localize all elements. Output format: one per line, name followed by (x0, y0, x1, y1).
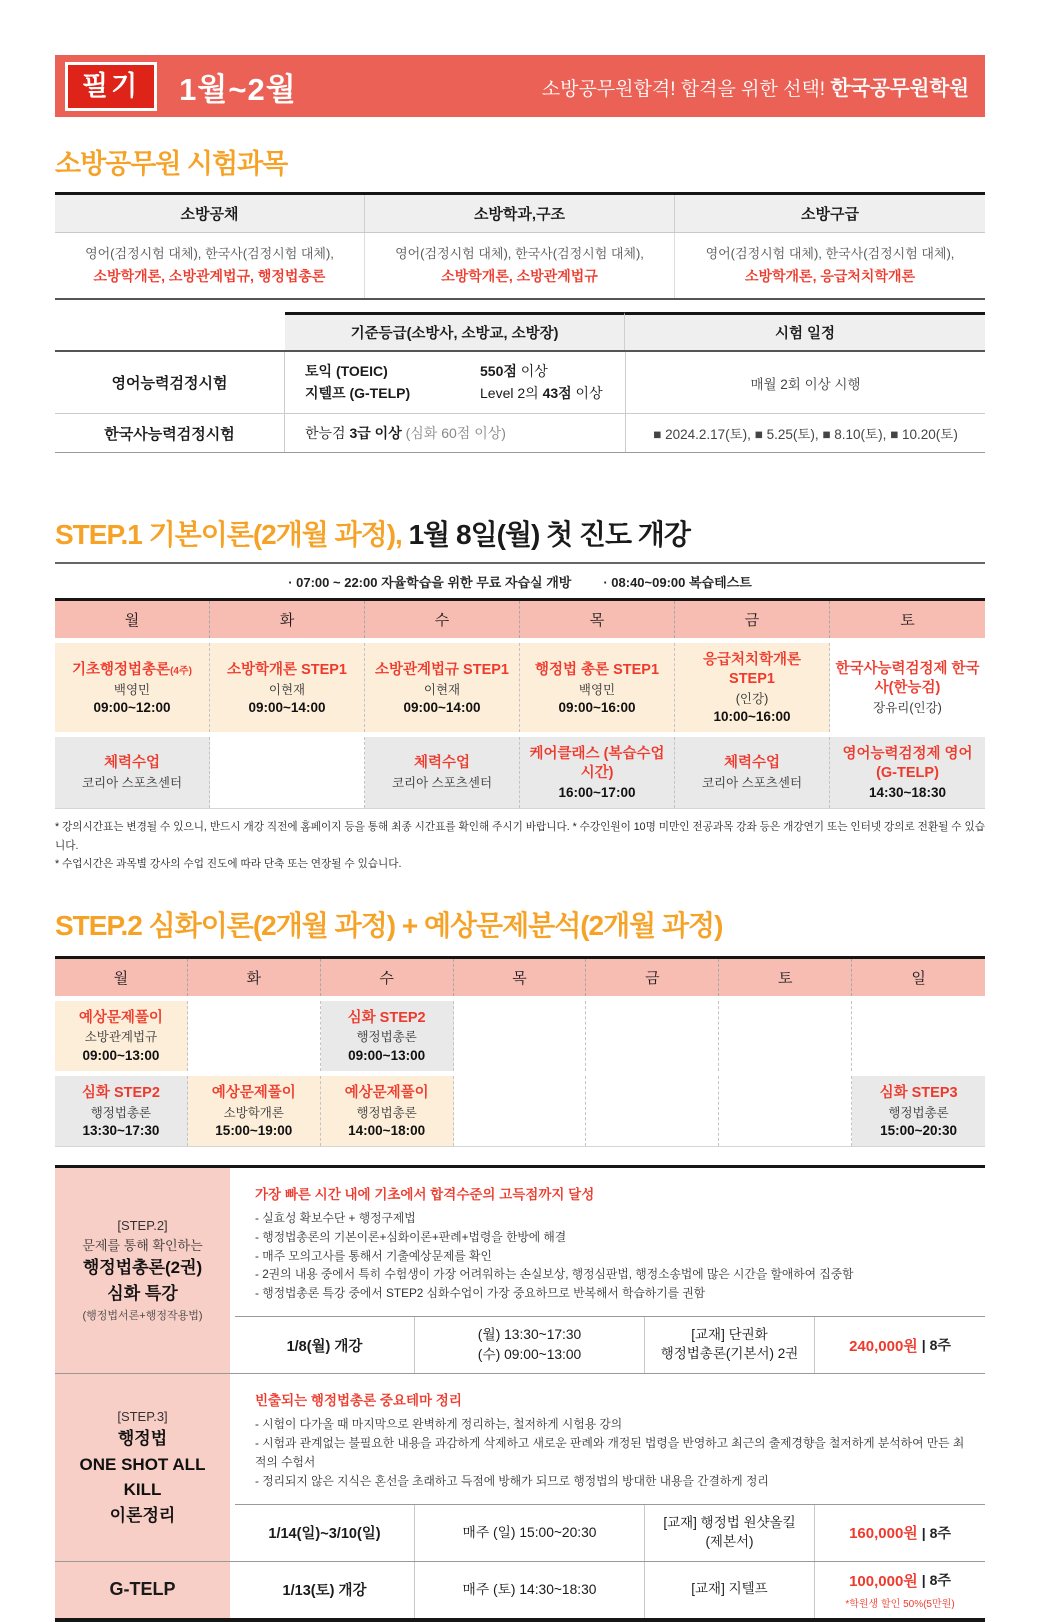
course-start-date: 1/8(월) 개강 (235, 1317, 415, 1373)
empty-cell (454, 1001, 587, 1071)
footnote-line: * 수업시간은 과목별 강사의 수업 진도에 따라 단축 또는 연장될 수 있습니다. (55, 858, 402, 871)
class-title: 영어능력검정제 영어(G-TELP) (842, 746, 973, 782)
toeic-line (305, 361, 625, 383)
instructor: 이현재 (268, 682, 306, 697)
course-title: G-TELP (109, 1579, 176, 1600)
course-step3 (55, 1373, 985, 1561)
academy-brand: 한국공무원학원 (830, 77, 969, 100)
subjects-cell (365, 233, 675, 298)
class-subject: 행정법총론 (356, 1105, 417, 1120)
class-cell (830, 643, 985, 732)
class-title: 케어클래스 (복습수업시간) (529, 746, 665, 782)
tagline (542, 71, 969, 101)
course-subtitle: 문제를 통해 확인하는 (82, 1237, 203, 1253)
course-headline: 빈출되는 행정법총론 중요테마 정리 (255, 1393, 462, 1409)
course-times: 매주 (일) 15:00~20:30 (415, 1505, 645, 1561)
history-criteria-line: 한능검 3급 이상 (심화 60점 이상) (305, 425, 506, 442)
class-title: 체력수업 (723, 755, 781, 772)
step2-row-1 (55, 1001, 985, 1071)
course-bullet: - 2권의 내용 중에서 특히 수험생이 가장 어려워하는 손실보상, 행정심판법, 행정소송법에 많은 시간을 할애하여 집중함 (255, 1267, 854, 1282)
footnote-line: * 강의시간표는 변경될 수 있으니, 반드시 개강 직전에 홈페이지 등을 통해 최종 시간표를 확인해 주시기 바랍니다. * 수강인원이 10명 미만인 전공과목 강좌 등은 개강연기 또는 인터넷 강의로 전환될 수 있습니다. (55, 821, 985, 852)
course-label (55, 1374, 235, 1561)
course-bullet: - 시험과 관계없는 불필요한 내용을 과감하게 삭제하고 새로운 판례와 개정된 법령을 반영하고 최근의 출제경향을 철저하게 분석하여 만든 최적의 수험서 (255, 1436, 965, 1469)
step1-notes (55, 572, 985, 591)
course-content (235, 1374, 985, 1561)
class-cell (520, 737, 675, 808)
class-cell (365, 643, 520, 732)
common-subjects: 영어(검정시험 대체), 한국사(검정시험 대체), (705, 246, 955, 261)
subjects-table-header (55, 195, 985, 233)
class-time: 09:00~13:00 (82, 1047, 160, 1063)
english-cert-schedule: 매월 2회 이상 시행 (625, 352, 985, 413)
class-title-suffix: (4주) (170, 665, 192, 677)
course-step2-special (55, 1168, 985, 1373)
course-title: 행정법 (117, 1429, 168, 1449)
step2-row-2 (55, 1076, 985, 1147)
common-subjects: 영어(검정시험 대체), 한국사(검정시험 대체), (395, 246, 644, 261)
class-time: 09:00~14:00 (248, 699, 326, 715)
class-title: 소방학개론 STEP1 (227, 661, 347, 678)
day-label: 일 (911, 969, 926, 987)
price-value: 100,000원 (849, 1572, 918, 1590)
class-cell (675, 737, 830, 808)
discount-note: *학원생 할인 50%(5만원) (845, 1598, 955, 1610)
history-cert-schedule: ■ 2024.2.17(토), ■ 5.25(토), ■ 8.10(토), ■ 10.20(토) (625, 414, 985, 452)
instructor: 이현재 (423, 682, 461, 697)
tagline-text: 소방공무원합격! 합격을 위한 선택! (541, 79, 831, 100)
class-title: 체력수업 (413, 755, 471, 772)
class-cell (55, 1076, 188, 1146)
class-title: 심화 STEP2 (81, 1084, 160, 1101)
course-price (815, 1505, 985, 1561)
gtelp-name: 지텔프 (G-TELP) (305, 384, 411, 401)
course-title: 이론정리 (109, 1505, 176, 1525)
specific-subjects: 소방학개론, 소방관계법규 (441, 268, 598, 284)
day-label: 금 (675, 601, 830, 638)
course-start-date: 1/14(일)~3/10(일) (235, 1505, 415, 1561)
class-title: 심화 STEP2 (347, 1009, 426, 1026)
class-title: 소방관계법규 STEP1 (374, 661, 509, 678)
subjects-col-header: 소방구급 (801, 206, 859, 223)
class-title: 기초행정법총론 (72, 661, 171, 678)
class-title: 응급처치학개론 STEP1 (702, 652, 802, 688)
price-value: 160,000원 (849, 1525, 918, 1543)
criteria-header: 기준등급(소방사, 소방교, 소방장) (285, 312, 625, 350)
class-cell (210, 643, 365, 732)
course-duration: | 8주 (921, 1337, 951, 1354)
day-label: 월 (55, 601, 210, 638)
step1-title (55, 513, 985, 553)
class-cell (852, 1076, 985, 1146)
class-subject: 행정법총론 (90, 1105, 152, 1120)
step2-timetable (55, 956, 985, 1147)
course-bullet: - 실효성 확보수단 + 행정구제법 (255, 1210, 416, 1225)
class-subject: 소방관계법규 (84, 1030, 158, 1045)
class-time: 15:00~20:30 (880, 1122, 958, 1138)
empty-header-cell (55, 312, 285, 350)
step1-title-orange: STEP.1 기본이론(2개월 과정), (55, 519, 409, 551)
toeic-score: 550점 이상 (480, 363, 548, 379)
day-label: 수 (365, 601, 520, 638)
course-note: (행정법서론+행정작용법) (82, 1310, 203, 1323)
certification-table-header (55, 312, 985, 352)
history-cert-criteria (285, 414, 625, 452)
empty-cell (719, 1076, 852, 1146)
common-subjects: 영어(검정시험 대체), 한국사(검정시험 대체), (85, 246, 334, 261)
class-cell (55, 737, 210, 808)
course-duration: | 8주 (921, 1572, 951, 1589)
class-time: 16:00~17:00 (558, 785, 636, 800)
empty-cell (454, 1076, 587, 1146)
english-cert-label: 영어능력검정시험 (55, 352, 285, 413)
empty-cell (210, 737, 365, 808)
class-title: 예상문제풀이 (344, 1084, 429, 1101)
course-schedule-row (235, 1316, 985, 1373)
course-bullet: - 행정법총론 특강 중에서 STEP2 심화수업이 가장 중요하므로 반복해서 학습하기를 권함 (255, 1286, 706, 1301)
course-textbook: [교재] 지텔프 (645, 1562, 815, 1618)
specific-subjects: 소방학개론, 응급처치학개론 (744, 268, 916, 284)
class-title: 행정법 총론 STEP1 (534, 661, 660, 678)
course-content (235, 1562, 985, 1618)
toeic-name: 토익 (TOEIC) (305, 363, 388, 379)
course-content (235, 1168, 985, 1373)
class-cell (520, 643, 675, 732)
course-bullet: - 매주 모의고사를 통해서 기출예상문제를 확인 (255, 1248, 492, 1263)
class-time: 09:00~14:00 (403, 699, 481, 715)
price-value: 240,000원 (849, 1337, 918, 1355)
class-title: 한국사능력검정제 한국사(한능검) (835, 660, 980, 696)
course-gtelp (55, 1561, 985, 1618)
course-times: 매주 (토) 14:30~18:30 (415, 1562, 645, 1618)
empty-cell (586, 1076, 719, 1146)
class-cell (830, 737, 985, 808)
period-label: 1월~2월 (179, 71, 297, 107)
step1-day-header (55, 601, 985, 638)
history-cert-row (55, 414, 985, 452)
subjects-table-body (55, 233, 985, 298)
empty-cell (719, 1001, 852, 1071)
subjects-col-header: 소방학과,구조 (365, 195, 675, 232)
class-cell (55, 1001, 188, 1071)
class-subject: 소방학개론 (223, 1105, 284, 1120)
step1-title-black: 1월 8일(월) 첫 진도 개강 (408, 519, 690, 551)
day-label: 월 (55, 959, 188, 996)
subjects-cell (55, 233, 365, 298)
header-banner (55, 55, 985, 117)
course-bullet: - 행정법총론의 기본이론+심화이론+판례+법령을 한방에 해결 (255, 1229, 567, 1244)
day-label: 금 (586, 959, 719, 996)
class-title: 체력수업 (103, 755, 161, 772)
written-exam-badge: 필기 (65, 62, 157, 111)
class-time: 14:30~18:30 (869, 785, 946, 800)
course-times: (월) 13:30~17:30 (수) 09:00~13:00 (415, 1317, 645, 1373)
course-title: 심화 특강 (107, 1283, 178, 1303)
class-place: 코리아 스포츠센터 (391, 775, 493, 790)
class-time: 15:00~19:00 (215, 1122, 293, 1138)
subjects-col-header: 소방공채 (55, 195, 365, 232)
step2-day-header (55, 959, 985, 996)
course-description (235, 1168, 985, 1316)
course-textbook: [교재] 행정법 원샷올킬 (제본서) (645, 1505, 815, 1561)
step1-row-afternoon (55, 737, 985, 809)
english-cert-criteria (285, 352, 625, 413)
subjects-cell (675, 233, 985, 298)
class-time: 13:30~17:30 (82, 1122, 160, 1138)
class-cell (365, 737, 520, 808)
step1-timetable (55, 598, 985, 809)
step2-title (55, 904, 985, 944)
divider-rule (55, 562, 985, 564)
class-time: 09:00~16:00 (558, 699, 636, 715)
course-label (55, 1168, 235, 1373)
course-textbook: [교재] 단권화 행정법총론(기본서) 2권 (645, 1317, 815, 1373)
empty-cell (188, 1001, 321, 1071)
class-cell (321, 1001, 454, 1071)
footnotes (55, 818, 985, 874)
gtelp-line (305, 383, 625, 405)
class-time: 14:00~18:00 (348, 1122, 426, 1138)
class-time: 09:00~13:00 (348, 1047, 426, 1063)
class-title: 예상문제풀이 (211, 1084, 296, 1101)
course-duration: | 8주 (921, 1524, 951, 1541)
schedule-header: 시험 일정 (625, 312, 985, 350)
day-label: 토 (900, 612, 915, 630)
day-label: 목 (454, 959, 587, 996)
review-test-note: · 08:40~09:00 복습테스트 (603, 575, 752, 591)
course-description (235, 1374, 985, 1504)
instructor: 장유리(인강) (873, 700, 942, 715)
self-study-note: · 07:00 ~ 22:00 자율학습을 위한 무료 자습실 개방 (288, 575, 572, 591)
class-time: 10:00~16:00 (713, 709, 791, 725)
empty-cell (852, 1001, 985, 1071)
history-cert-label: 한국사능력검정시험 (55, 414, 285, 452)
day-label: 목 (520, 601, 675, 638)
day-label: 토 (719, 959, 852, 996)
class-place: 코리아 스포츠센터 (701, 775, 803, 790)
step1-row-morning (55, 643, 985, 732)
subjects-section-title: 소방공무원 시험과목 (55, 149, 288, 179)
class-subject: 행정법총론 (888, 1105, 949, 1120)
course-start-date: 1/13(토) 개강 (235, 1562, 415, 1618)
course-detail-table (55, 1165, 985, 1622)
specific-subjects: 소방학개론, 소방관계법규, 행정법총론 (93, 268, 326, 284)
day-label: 화 (210, 601, 365, 638)
english-cert-row (55, 352, 985, 414)
step2-title-orange: STEP.2 심화이론(2개월 과정) + 예상문제분석(2개월 과정) (55, 909, 723, 941)
course-bullet: - 시험이 다가올 때 마지막으로 완벽하게 정리하는, 철저하게 시험용 강의 (255, 1417, 623, 1432)
class-time: 09:00~12:00 (93, 699, 171, 715)
instructor: 백영민 (113, 682, 151, 697)
class-cell (321, 1076, 454, 1146)
course-price (815, 1317, 985, 1373)
course-tag: [STEP.2] (117, 1218, 168, 1234)
day-label: 화 (188, 959, 321, 996)
course-label (55, 1562, 235, 1618)
class-title: 예상문제풀이 (78, 1009, 163, 1026)
class-title: 심화 STEP3 (879, 1084, 958, 1101)
course-title: ONE SHOT ALL KILL (79, 1454, 206, 1500)
course-title: 행정법총론(2권) (82, 1258, 203, 1278)
class-cell (188, 1076, 321, 1146)
course-schedule-row (235, 1504, 985, 1561)
subjects-table (55, 192, 985, 300)
certification-table (55, 312, 985, 453)
instructor: (인강) (735, 692, 769, 707)
course-headline: 가장 빠른 시간 내에 기초에서 합격수준의 고득점까지 달성 (255, 1186, 595, 1202)
gtelp-score: Level 2의 43점 이상 (480, 384, 603, 401)
course-price (815, 1562, 985, 1618)
empty-cell (586, 1001, 719, 1071)
class-cell (55, 643, 210, 732)
course-tag: [STEP.3] (117, 1408, 168, 1424)
instructor: 백영민 (578, 682, 616, 697)
day-label: 수 (321, 959, 454, 996)
class-subject: 행정법총론 (356, 1030, 417, 1045)
course-schedule-row (235, 1562, 985, 1618)
class-place: 코리아 스포츠센터 (81, 775, 183, 790)
class-cell (675, 643, 830, 732)
course-bullet: - 정리되지 않은 지식은 혼선을 초래하고 득점에 방해가 되므로 행정법의 방대한 내용을 간결하게 정리 (255, 1473, 769, 1488)
